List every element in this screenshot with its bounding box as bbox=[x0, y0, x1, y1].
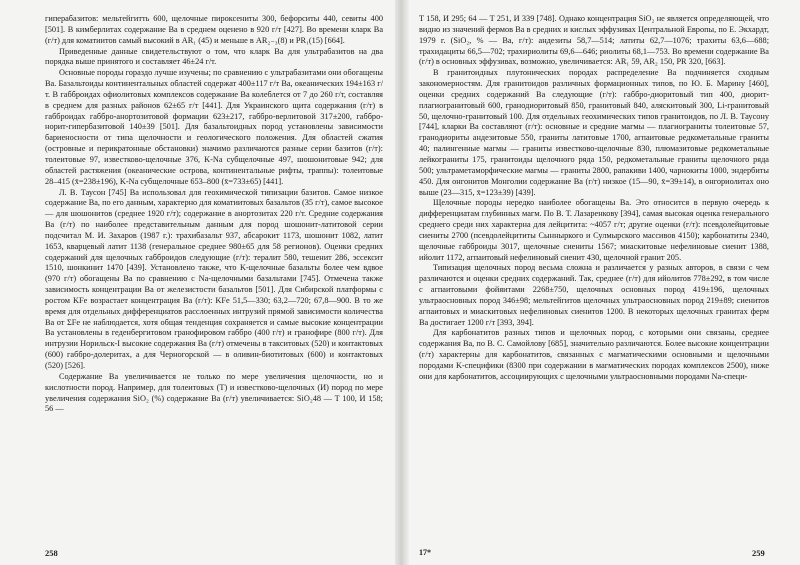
right-paragraph-2: В гранитоидных плутонических породах распределение Ва подчиняется сходным закономерностям. Для гранитоидов различных формационных типов, по Ю. Б. Марину [460], оценки средних содержаний Ва следующие (г/т): габбро-диоритовый тип 400, диорит-плагиогранитовый 600, гранодиоритовый 850, гранитовый 840, аляскитовый 300, Li-гранитовый 50, щелочно-гранитовый 100. Для отдельных геохимических типов гранитоидов, по Л. В. Таусону [744], кларки Ва составляют (г/т): основные и средние магмы — плагиограниты толеитовые 57, гранодиориты андезитовые 550, граниты латитовые 1700, агпаитовые редкометальные граниты 40; палингенные магмы — граниты известково-щелочные 830, плюмазитовые редкометальные лейкограниты 175, гранитоиды щелочного ряда 150, редкометальные граниты щелочного ряда 500; ультраметаморфические магмы — граниты 2800, рапакиви 1400, чарнокиты 1000, эндербиты 450. Для онгонитов Монголии содержание Ва (г/т) низкое (15—90, x̄=39±14), в онгориолитах оно выше (23—315, x̄=123±39) [439]. bbox=[419, 68, 769, 197]
right-page bbox=[419, 14, 769, 383]
left-paragraph-4: Л. В. Таусон [745] Ва использовал для геохимической типизации базитов. Самое низкое содержание Ва, по его данным, характерно для коматиитовых базальтов (35 г/т), самое высокое — для шошонитов (среднее 1920 г/т); содержание в анортозитах 220 г/т. Средние содержания Ва (г/т) по наиболее представительным данным для пород шошонит-латитовой серии подсчитал М. И. Захаров (1987 г.): трахибазальт 937, абсарокит 1173, шошонит 1082, латит 1653, кварцевый латит 1138 (генеральное среднее 980±65 для 58 регионов). Оценки средних содержаний для щелочных габброидов следующие (г/т): тералит 580, тешенит 286, эссексит 1510, шонкинит 1470 [439]. Установлено также, что K-щелочные базальты более чем вдвое (970 г/т) обогащены Ва по сравнению с Na-щелочными базальтами [745]. Отмечена также зависимость концентрации Ва от железистости базальтов [501]. Для Сибирской платформы с ростом KFe возрастает концентрация Ва (г/т): KFe 51,5—330; 63,2—720; 67,8—900. В то же время для отдельных дифференциатов расслоенных интрузий прямой зависимости количества Ва от ΣFe не наблюдается, хотя общая тенденция сохраняется и самые высокие концентрации Ва установлены в геденбергитовом гранофировом габбро (400 г/т) и гранофире (800 г/т). Для интрузии Норильск-I высокие содержания Ва (г/т) отмечены в такситовых (520) и контактовых (600) габбро-долеритах, а для Черногорской — в оливин-биотитовых (600) и контактовых (520) [526]. bbox=[45, 187, 383, 370]
right-paragraph-1: T 158, И 295; 64 — T 251, И 339 [748]. Однако концентрация SiO₂ не является определяющей, что видно из значений фермов Ва в средних и кислых эффузивах Центральной Европы, по Е. Экхардт, 1979 г. (SiO₂, % — Ва, г/т): андезиты 58,7—514; латиты 62,7—1076; трахиты 63,6—688; трахидациты 66,5—702; трахириолиты 69,6—646; риолиты 68,1—753. Во времени содержание Ва (г/т) в основных эффузивах, возможно, увеличивается: AR₁ 59, AR₂ 150, PR 320, [663]. bbox=[419, 14, 769, 67]
left-paragraph-5: Содержание Ва увеличивается не только по мере увеличения щелочности, но и кислотности пород. Например, для толеитовых (Т) и известково-щелочных (И) пород по мере увеличения содержания SiO₂ (%) содержание Ва (г/т) увеличивается: SiO₂48 — T 100, И 158; 56 — bbox=[45, 371, 383, 414]
left-page-number: 258 bbox=[45, 548, 58, 558]
book-gutter bbox=[395, 0, 409, 565]
signature-mark: 17* bbox=[419, 548, 431, 557]
right-paragraph-4: Типизация щелочных пород весьма сложна и различается у разных авторов, в связи с чем различаются и оценки средних содержаний. Так, среднее (г/т) для ийолитов 778±292, в том числе с агпаитовыми фойяитами 2268±750, щелочных основных пород 419±196, щелочных ультраосновных пород 346±98; мельтейгитов щелочных ультраосновных пород 219±89; сиенитов агпаитовых и миаскитовых нефелиновых сиенитов 1200. В некоторых щелочных гранитах ферм Ва достигает 1200 г/т [393, 394]. bbox=[419, 263, 769, 327]
left-page bbox=[45, 14, 383, 415]
right-page-number: 259 bbox=[752, 548, 765, 558]
right-paragraph-5: Для карбонатитов разных типов и щелочных пород, с которыми они связаны, среднее содержания Ва, по В. С. Самойлову [685], значительно различаются. Более высокие концентрации (г/т) характерны для карбонатитов, связанных с магматическими основными и щелочными породами K-специфики (8300 при содержании в магматических породах комплексов 2500), ниже они для карбонатитов, ассоциирующих с щелочными ультраосновными породами Na-специ- bbox=[419, 328, 769, 381]
left-paragraph-3: Основные породы гораздо лучше изучены; по сравнению с ультрабазитами они обогащены Ва. Базальтоиды континентальных областей содержат 400±117 г/т Ва, океанических 194±163 г/т. В габброидах офиолитовых комплексов содержание Ва колеблется от 7 до 260 г/т, составляя в среднем для разных районов 62±65 г/т [441]. Для Украинского щита содержания (г/т) в габброидах габбро-анортозитовой формации 623±217, габбро-верлитовой 317±200, габбро-норит-гипербазитовой 140±39 [501]. Для базальтоидных пород установлены зависимости бариеносности от типа щелочности и геологического положения. Для областей сжатия (островные и перикратонные обстановки) значимо различаются разные серии базитов (г/т): толеитовые 97, известково-щелочные 376, K-Na субщелочные 497, шошонитовые 942; для областей растяжения (океанические острова, континентальные рифты, траппы): толеитовые 28–415 (x̄=238±196), K-Na субщелочные 653–800 (x̄=733±65) [441]. bbox=[45, 68, 383, 186]
right-paragraph-3: Щелочные породы нередко наиболее обогащены Ва. Это относится в первую очередь к дифференциатам глубинных магм. По В. Т. Лазаренкову [394], самая высокая оценка генерального среднего среди них характерна для лейцитита: ~4057 г/т; другие оценки (г/т): псевдолейцитовые сиениты 2700 (псевдолейцититы Сынныркого и Сулмырского массивов 4150); карбонатиты 2340, щелочные габброиды 3017, щелочные сиениты 1567; миаскитовые нефелиновые сиенит 1388, ийолит 1172, агпаитовый нефелиновый сиенит 430, щелочной гранит 205. bbox=[419, 198, 769, 262]
left-paragraph-1: гиперабазитов: мельтейгитть 600, щелочные пироксениты 300, бефорситы 440, севиты 400 [501]. В кимберлитах содержание Ва в среднем оценено в 920 г/т [427]. Во времени кларк Ва (г/т) для коматиитов самый высокий в AR₁ (45) и меньше в AR₂₋₃(8) и PR₁(15) [664]. bbox=[45, 14, 383, 45]
left-paragraph-2: Приведенные данные свидетельствуют о том, что кларк Ва для ультрабазитов на два порядка выше принятого и составляет 46±24 г/т. bbox=[45, 46, 383, 67]
